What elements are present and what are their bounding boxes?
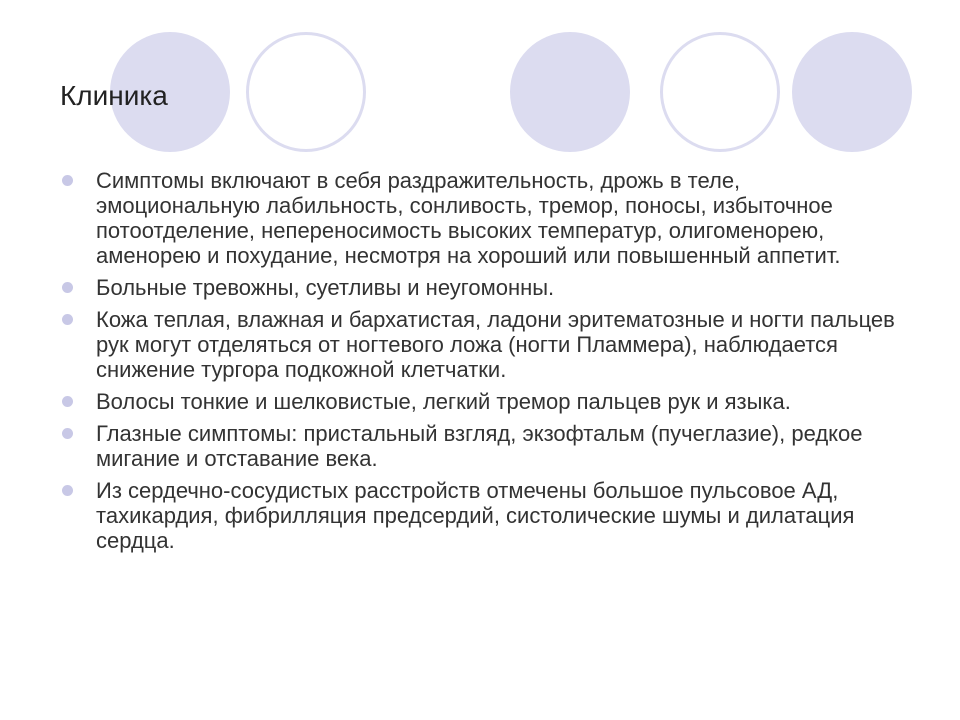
slide-title: Клиника [60, 80, 168, 111]
decorative-circle [510, 32, 630, 152]
bullet-dot-icon [62, 396, 73, 407]
bullet-text: Волосы тонкие и шелковистые, легкий тремор пальцев рук и языка. [96, 389, 791, 414]
bullet-dot-icon [62, 175, 73, 186]
bullet-text: Глазные симптомы: пристальный взгляд, экзофтальм (пучеглазие), редкое мигание и отставание века. [96, 421, 863, 471]
decorative-circle [792, 32, 912, 152]
bullet-item [60, 307, 900, 382]
bullet-item [60, 389, 900, 414]
bullet-text: Кожа теплая, влажная и бархатистая, ладони эритематозные и ногти пальцев рук могут отделяться от ногтевого ложа (ногти Пламмера), наблюдается снижение тургора подкожной клетчатки. [96, 307, 895, 382]
decorative-circle [660, 32, 780, 152]
bullet-dot-icon [62, 428, 73, 439]
bullet-dot-icon [62, 485, 73, 496]
bullet-item [60, 275, 900, 300]
bullet-dot-icon [62, 282, 73, 293]
bullet-text: Из сердечно-сосудистых расстройств отмечены большое пульсовое АД, тахикардия, фибрилляция предсердий, систолические шумы и дилатация сердца. [96, 478, 855, 553]
bullet-list [60, 168, 900, 560]
decorative-circle [246, 32, 366, 152]
bullet-item [60, 168, 900, 268]
bullet-item [60, 421, 900, 471]
bullet-dot-icon [62, 314, 73, 325]
bullet-item [60, 478, 900, 553]
bullet-text: Симптомы включают в себя раздражительность, дрожь в теле, эмоциональную лабильность, сонливость, тремор, поносы, избыточное потоотделение, непереносимость высоких температур, олигоменорею, аменорею и похудание, несмотря на хороший или повышенный аппетит. [96, 168, 841, 268]
bullet-text: Больные тревожны, суетливы и неугомонны. [96, 275, 555, 300]
